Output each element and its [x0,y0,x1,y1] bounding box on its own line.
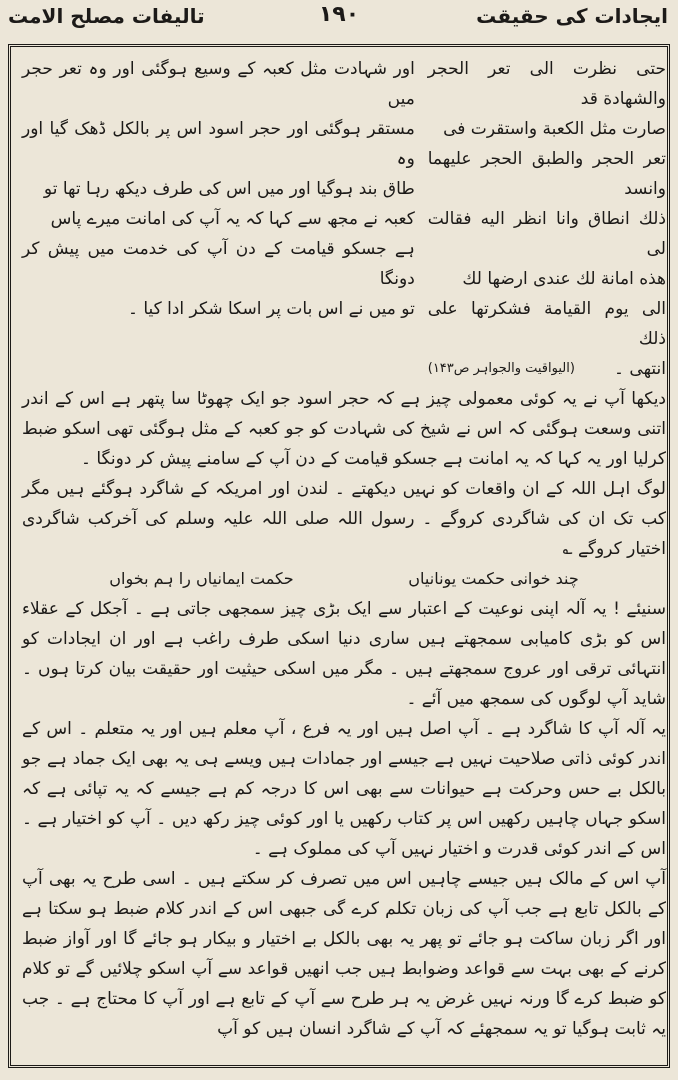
source-reference: (الیواقیت والجواہر ص۱۴۳) [427,361,575,376]
page-header [0,0,678,44]
arabic-line: الی یوم القیامة فشکرتها علی ذلك [427,299,666,349]
urdu-line: ہے جسکو قیامت کے دن آپ کی خدمت میں پیش کر دونگا [22,239,415,289]
arabic-line: تعر الحجر والطبق الحجر علیهما وانسد [427,149,666,199]
arabic-line-with-reference [428,354,666,384]
arabic-line: انتهی ۔ [614,359,666,379]
chapter-title: ایجادات کی حقیقت [476,4,668,28]
verse-hemistich-first: چند خوانی حکمت یونانیاں [408,569,579,588]
arabic-line: هذه امانة لك عندی ارضها لك [462,269,666,289]
urdu-line: مستقر ہوگئی اور حجر اسود اس پر بالکل ڈھک گیا اور وہ [22,119,415,169]
quote-columns [22,54,666,384]
paragraph: آپ اس کے مالک ہیں جیسے چاہیں اس میں تصرف کر سکتے ہیں ۔ اسی طرح یہ بھی آپ کے بالکل تابع ہے جب آپ کی زبان تکلم کرے گی جبھی اس کے اندر کلام ضبط ہو سکتا ہے اور اگر زبان ساکت ہو جائے تو پھر یہ بھی بالکل بے اختیار و بیکار ہو جائے گا اور آواز ضبط کرنے کے بھی بہت سے قواعد وضوابط ہیں جب انھیں قواعد سے آپ اسکو چلائیں گے تو کلام کو ضبط کرے گا ورنہ نہیں غرض یہ ہر طرح سے آپ کے تابع ہے اور آپ کا محتاج ہے ۔ جب یہ ثابت ہوگیا تو یہ سمجھئے کہ آپ کے شاگرد انسان ہیں کو آپ [22,869,666,1039]
urdu-line: طاق بند ہوگیا اور میں اس کی طرف دیکھ رہا تھا تو [43,179,415,199]
page-number: ۱۹۰ [318,2,360,27]
paragraph: سنیئے ! یہ آلہ اپنی نوعیت کے اعتبار سے ایک بڑی چیز سمجھی جاتی ہے ۔ آجکل کے عقلاء اس کو بڑی کامیابی سمجھتے ہیں ساری دنیا اسکی طرف راغب ہے اور ان ایجادات کو انتہائی ترقی اور عروج سمجھتے ہیں ۔ مگر میں اسکی حیثیت اور حقیقت بیان کرتا ہوں ۔ شاید آپ لوگوں کی سمجھ میں آئے ۔ [22,599,666,709]
arabic-quote [428,54,666,384]
arabic-line: حتی نظرت الی تعر الحجر والشهادة قد [427,59,666,109]
urdu-line: تو میں نے اس بات پر اسکا شکر ادا کیا ۔ [127,299,415,319]
verse-hemistich-second: حکمت ایمانیاں را ہم بخواں [109,569,294,588]
arabic-line: صارت مثل الکعبة واستقرت فی [443,119,666,139]
page-body [22,54,666,1060]
paragraph: لوگ اہل اللہ کے ان واقعات کو نہیں دیکھتے ۔ لندن اور امریکہ کے شاگرد ہوگئے ہیں مگر کب تک ان کی شاگردی کروگے ۔ رسول اللہ صلی اللہ علیہ وسلم کی آخرکب شاگردی اختیار کروگے ؎ [22,479,666,559]
persian-verse [52,564,636,594]
urdu-line: کعبہ نے مجھ سے کہا کہ یہ آپ کی امانت میرے پاس [50,209,415,229]
urdu-translation [22,54,415,384]
paragraph: دیکھا آپ نے یہ کوئی معمولی چیز ہے کہ حجر اسود جو ایک چھوٹا سا پتھر ہے اس کے اندر اتنی وسعت ہوگئی کہ اس نے شیخ کی شہادت کو جو کعبہ کے مثل ہوگئی تھی اسکو ضبط کرلیا اور یہ کہا کہ یہ امانت ہے جسکو قیامت کے دن آپ کے سامنے پیش کر دونگا ۔ [22,389,666,469]
paragraph: یہ آلہ آپ کا شاگرد ہے ۔ آپ اصل ہیں اور یہ فرع ، آپ معلم ہیں اور یہ متعلم ۔ اس کے اندر کوئی ذاتی صلاحیت نہیں ہے جیسے اور جمادات ہیں ویسے ہی یہ بھی ایک جماد ہے جو بالکل بے حس وحرکت ہے حیوانات سے بھی اس کا درجہ کم ہے جیسے کہ یہ تپائی ہے کہ اسکو جہاں چاہیں رکھیں اس پر کتاب رکھیں یا اور کوئی چیز رکھ دیں ۔ آپ کو اختیار ہے ۔ اس کے اندر کوئی قدرت و اختیار نہیں آپ کی مملوک ہے ۔ [22,719,666,859]
arabic-line: ذلك انطاق وانا انظر الیه فقالت لی [427,209,666,259]
book-title: تالیفات مصلح الامت [8,4,205,28]
urdu-line: اور شہادت مثل کعبہ کے وسیع ہوگئی اور وہ تعر حجر میں [22,59,415,109]
